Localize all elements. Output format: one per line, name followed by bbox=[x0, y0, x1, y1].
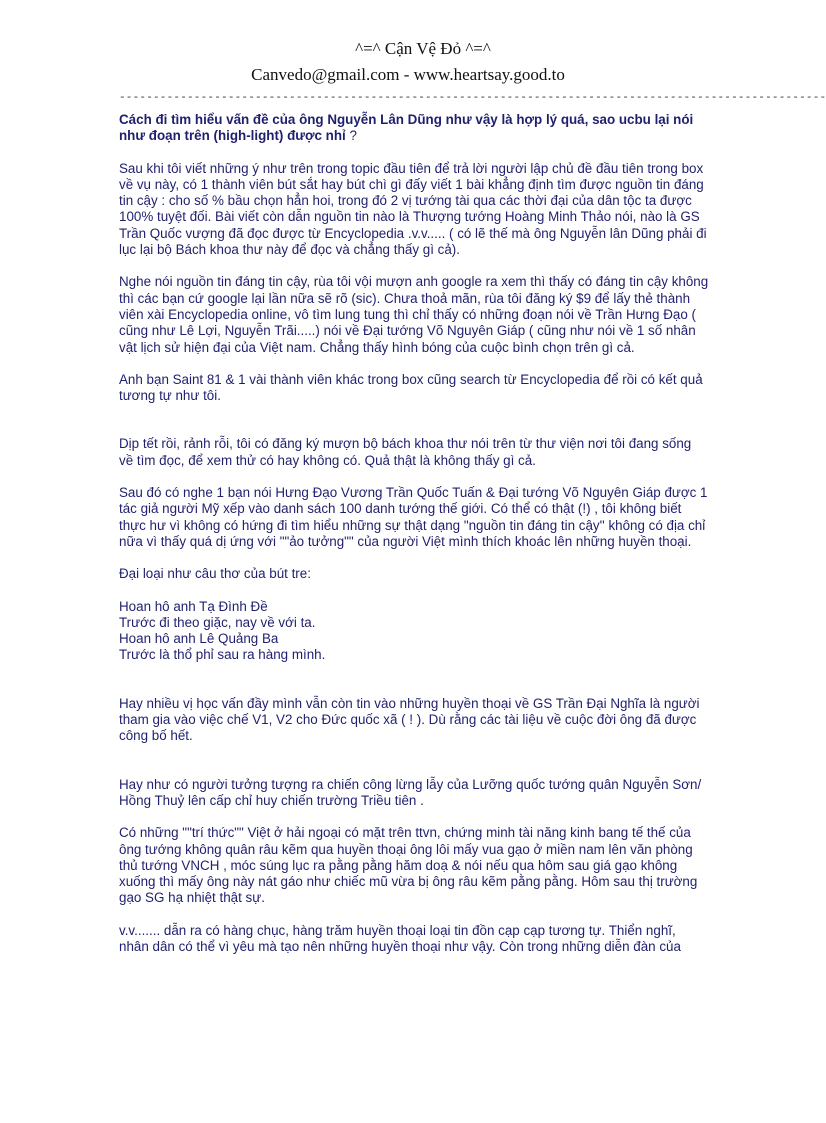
article-title-text: Cách đi tìm hiểu vấn đề của ông Nguyễn Lân Dũng như vậy là hợp lý quá, sao ucbu lại nói như đoạn trên (high-light) được nhỉ bbox=[119, 112, 694, 144]
paragraph-10: v.v....... dẫn ra có hàng chục, hàng trăm huyền thoại loại tin đồn cạp cạp tương tự. Thiển nghĩ, nhân dân có thể vì yêu mà tạo nên những huyền thoại như vậy. Còn trong những diễn đàn của bbox=[119, 922, 681, 954]
paragraph-1: Sau khi tôi viết những ý như trên trong topic đầu tiên để trả lời người lập chủ đề đầu tiên trong box về vụ này, có 1 thành viên bút sắt hay bút chì gì đấy viết 1 bài khẳng định tìm được nguồn tin đáng tin cậy : cho số % bầu chọn hẳn hoi, trong đó 2 vị tướng tài qua các thời đại của dân tộc ta được 100% tuyệt đối. Bài viết còn dẫn nguồn tin nào là Thượng tướng Hoàng Minh Thảo nói, nào là GS Trần Quốc vượng đã đọc được từ Encyclopedia .v.v..... ( có lẽ thế mà ông Nguyễn lân Dũng phải đi lục lại bộ Bách khoa thư này để đọc và chẳng thấy gì cả). bbox=[119, 160, 707, 258]
article-title bbox=[119, 112, 709, 145]
poem-line: Hoan hô anh Tạ Đình Đề bbox=[119, 598, 268, 614]
paragraph-2: Nghe nói nguồn tin đáng tin cậy, rùa tôi vội mượn anh google ra xem thì thấy có đáng tin cậy không thì các bạn cứ google lại lần nữa sẽ rõ (sic). Chưa thoả mãn, rùa tôi đăng ký $9 để lấy thẻ thành viên xài Encyclopedia online, vô tìm lung tung thì chỉ thấy có những đoạn nói về Trần Hưng Đạo ( cũng như Lê Lợi, Nguyễn Trãi.....) nói về Đại tướng Võ Nguyên Giáp ( cũng như nói về 1 số nhân vật lịch sử hiện đại của Việt nam. Chẳng thấy hình bóng của cuộc bình chọn trên gì cả. bbox=[119, 274, 709, 355]
paragraph-6: Đại loại như câu thơ của bút tre: bbox=[119, 566, 311, 582]
spacer bbox=[119, 680, 709, 696]
poem-line: Hoan hô anh Lê Quảng Ba bbox=[119, 631, 279, 647]
poem-line: Trước là thổ phỉ sau ra hàng mình. bbox=[119, 647, 326, 663]
header-contact: Canvedo@gmail.com - www.heartsay.good.to bbox=[251, 65, 565, 84]
poem bbox=[119, 599, 709, 664]
paragraph-3: Anh bạn Saint 81 & 1 vài thành viên khác trong box cũng search từ Encyclopedia để rồi có kết quả tương tự như tôi. bbox=[119, 371, 703, 404]
spacer bbox=[119, 761, 709, 777]
paragraph-7: Hay nhiều vị học vấn đầy mình vẫn còn tin vào những huyền thoại về GS Trần Đại Nghĩa là người tham gia vào việc chế V1, V2 cho Đức quốc xã ( ! ). Dù rằng các tài liệu về cuộc đời ông đã được công bố hết. bbox=[119, 695, 700, 744]
spacer bbox=[119, 420, 709, 436]
paragraph-4: Dịp tết rồi, rảnh rỗi, tôi có đăng ký mượn bộ bách khoa thư nói trên từ thư viện nơi tôi đang sống về tìm đọc, để xem thử có hay không có. Quả thật là không thấy gì cả. bbox=[119, 436, 692, 468]
paragraph-8: Hay như có người tưởng tượng ra chiến công lừng lẫy của Lưỡng quốc tướng quân Nguyễn Sơn/ Hồng Thuỷ lên cấp chỉ huy chiến trường Triều tiên . bbox=[119, 776, 702, 808]
article-title-mark: ? bbox=[345, 128, 357, 144]
paragraph-9: Có những ""trí thức"" Việt ở hải ngoại có mặt trên ttvn, chứng minh tài năng kinh bang tế thế của ông tướng không quân râu kẽm qua huyền thoại ông lôi mấy vua gạo ở miền nam lên văn phòng thủ tướng VNCH , móc súng lục ra pằng pằng hăm doạ & nói nếu qua hôm sau giá gạo không xuống thì mấy ông này nát gáo như chiếc mũ vừa bị ông râu kẽm pằng pằng. Hôm sau thị trường gạo SG hạ nhiệt thật sự. bbox=[119, 825, 698, 906]
paragraph-5: Sau đó có nghe 1 bạn nói Hưng Đạo Vương Trần Quốc Tuấn & Đại tướng Võ Nguyên Giáp được 1 tác giả người Mỹ xếp vào danh sách 100 danh tướng thế giới. Có thể có thật (!) , tôi không biết thực hư vì không có hứng đi tìm hiểu những sự thật dạng "nguồn tin đáng tin cậy'' không có địa chỉ nữa vì thấy quá dị ứng với ""ảo tưởng"" của người Việt mình thích khoác lên những huyền thoại. bbox=[119, 485, 708, 549]
header-divider: -------------------------------------------------------------------------------------------------------- bbox=[119, 92, 826, 104]
article-body bbox=[119, 112, 709, 971]
poem-line: Trước đi theo giặc, nay về với ta. bbox=[119, 614, 316, 630]
page-header bbox=[0, 38, 816, 86]
header-title: ^=^ Cận Vệ Đỏ ^=^ bbox=[355, 39, 491, 58]
